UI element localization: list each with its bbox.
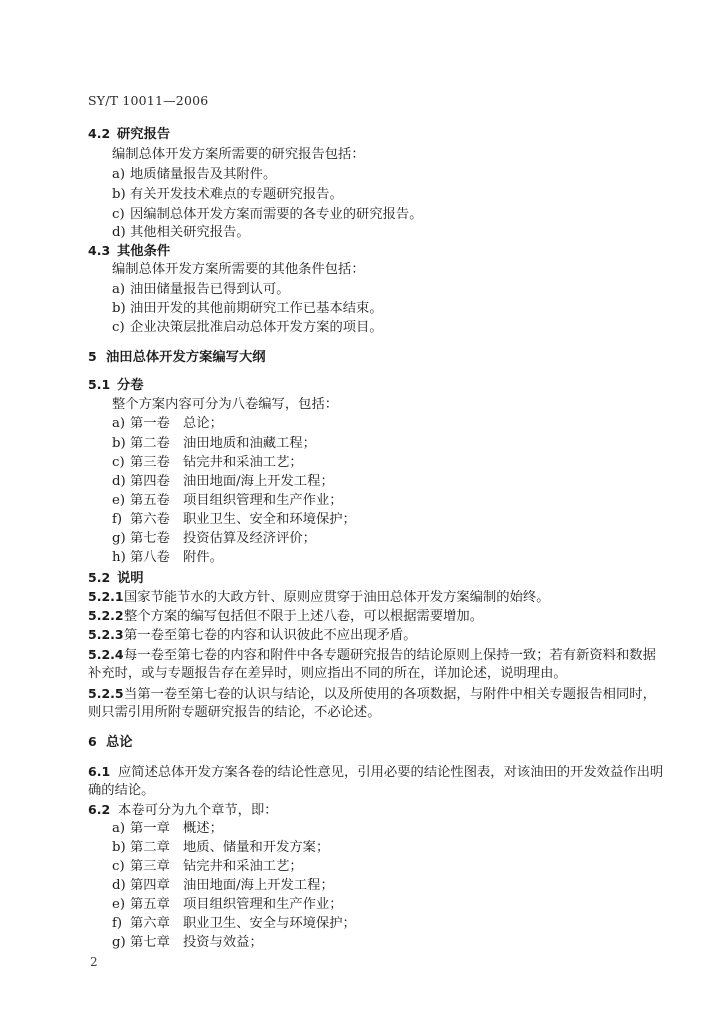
chapter-name: 第五章 [130,897,170,912]
list-item [112,166,276,184]
list-label: a) [112,167,126,182]
volume-name: 第三卷 [130,455,170,470]
chapter-name: 第二章 [130,840,170,855]
volume-text: 项目组织管理和生产作业； [183,493,343,508]
section-4-3-intro: 编制总体开发方案所需要的其他条件包括： [112,262,365,277]
list-label: c) [112,207,125,222]
chapter-item [112,877,334,895]
chapter-number: 5 [88,349,97,364]
section-title: 说明 [117,571,144,586]
list-text: 因编制总体开发方案而需要的各专业的研究报告。 [130,207,423,222]
list-item [112,206,423,224]
list-label: b) [112,301,126,316]
document-code: SY/T 10011—2006 [88,93,209,108]
chapter-text: 油田地面/海上开发工程； [183,878,334,893]
list-label: g) [112,935,126,950]
list-text: 其他相关研究报告。 [130,225,250,240]
list-label: d) [112,474,126,489]
clause-5-2-5 [88,685,656,703]
clause-text: 第一卷至第七卷的内容和认识彼此不应出现矛盾。 [124,628,417,643]
list-text: 有关开发技术难点的专题研究报告。 [130,187,343,202]
clause-number: 5.2.3 [88,627,124,642]
clause-text: 每一卷至第七卷的内容和附件中各专题研究报告的结论原则上保持一致；若有新资料和数据 [124,648,656,663]
volume-name: 第七卷 [130,531,170,546]
section-4-2-intro: 编制总体开发方案所需要的研究报告包括： [112,147,365,162]
clause-5-2-5-continuation: 则只需引用所附专题研究报告的结论，不必论述。 [88,705,381,720]
clause-5-2-2 [88,607,483,625]
volume-text: 油田地面/海上开发工程； [183,474,334,489]
list-label: e) [112,897,126,912]
volume-name: 第八卷 [130,550,170,565]
volume-text: 总论； [183,416,223,431]
volume-name: 第六卷 [130,512,170,527]
clause-text: 当第一卷至第七卷的认识与结论，以及所使用的各项数据，与附件中相关专题报告相同时， [124,687,656,702]
chapter-item [112,839,329,857]
volume-item [112,530,316,548]
list-label: h) [112,550,126,565]
chapter-name: 第六章 [130,916,170,931]
chapter-text: 职业卫生、安全与环境保护； [183,916,356,931]
list-label: g) [112,531,126,546]
volume-text: 附件。 [183,550,223,565]
list-item [112,281,290,299]
volume-item [112,454,303,472]
list-label: f) [112,916,123,931]
list-item [112,186,343,204]
section-5-2-heading [88,569,144,587]
volume-text: 钻完井和采油工艺； [183,455,303,470]
list-label: b) [112,187,126,202]
clause-text: 本卷可分为九个章节，即： [118,803,278,818]
section-5-1-heading [88,376,144,394]
chapter-name: 第三章 [130,859,170,874]
clause-number: 6.2 [88,802,111,817]
chapter-item [112,915,356,933]
chapter-name: 第一章 [130,821,170,836]
list-text: 地质储量报告及其附件。 [130,167,277,182]
list-label: f) [112,512,123,527]
volume-text: 投资估算及经济评价； [183,531,316,546]
volume-item [112,511,356,529]
list-label: b) [112,840,126,855]
clause-number: 5.2.4 [88,647,124,662]
volume-name: 第四卷 [130,474,170,489]
volume-text: 职业卫生、安全和环境保护； [183,512,356,527]
list-item [112,224,250,242]
clause-text: 应简述总体开发方案各卷的结论性意见，引用必要的结论性图表，对该油田的开发效益作出明 [118,765,664,780]
chapter-title: 总论 [106,735,133,750]
clause-number: 5.2.2 [88,608,124,623]
chapter-item [112,820,223,838]
chapter-6-heading [88,733,133,751]
section-number: 5.2 [88,570,111,585]
volume-name: 第一卷 [130,416,170,431]
chapter-title: 油田总体开发方案编写大纲 [106,350,266,365]
section-4-3-heading [88,242,170,260]
list-label: d) [112,878,126,893]
list-label: d) [112,225,126,240]
clause-text: 整个方案的编写包括但不限于上述八卷，可以根据需要增加。 [124,609,484,624]
chapter-name: 第四章 [130,878,170,893]
volume-text: 油田地质和油藏工程； [183,436,316,451]
list-text: 企业决策层批准启动总体开发方案的项目。 [130,320,383,335]
chapter-5-heading [88,348,266,366]
section-number: 4.2 [88,126,111,141]
list-label: a) [112,282,126,297]
section-title: 其他条件 [117,244,171,259]
chapter-item [112,858,303,876]
list-text: 油田开发的其他前期研究工作已基本结束。 [130,301,383,316]
volume-item [112,473,334,491]
clause-5-2-1 [88,588,550,606]
list-item [112,300,383,318]
clause-text: 国家节能节水的大政方针、原则应贯穿于油田总体开发方案编制的始终。 [124,590,550,605]
section-title: 分卷 [117,378,144,393]
clause-5-2-4-continuation: 补充时，或与专题报告存在差异时，则应指出不同的所在，详加论述，说明理由。 [88,666,567,681]
clause-6-2 [88,801,278,819]
page-number: 2 [90,955,98,969]
chapter-item [112,896,343,914]
list-label: c) [112,455,125,470]
clause-number: 5.2.1 [88,589,124,604]
clause-number: 5.2.5 [88,686,124,701]
clause-number: 6.1 [88,764,111,779]
chapter-text: 投资与效益； [183,935,263,950]
volume-item [112,415,223,433]
clause-6-1-continuation: 确的结论。 [88,783,155,798]
chapter-number: 6 [88,734,97,749]
volume-item [112,492,343,510]
section-4-2-heading [88,125,170,143]
chapter-text: 项目组织管理和生产作业； [183,897,343,912]
chapter-text: 概述； [183,821,223,836]
section-5-1-intro: 整个方案内容可分为八卷编写，包括： [112,397,339,412]
list-label: c) [112,320,125,335]
volume-name: 第五卷 [130,493,170,508]
list-text: 油田储量报告已得到认可。 [130,282,290,297]
list-label: b) [112,436,126,451]
chapter-text: 地质、储量和开发方案； [183,840,330,855]
volume-item [112,549,223,567]
clause-5-2-4 [88,646,656,664]
clause-5-2-3 [88,626,417,644]
volume-name: 第二卷 [130,436,170,451]
clause-6-1 [88,763,663,781]
list-label: a) [112,416,126,431]
list-label: e) [112,493,126,508]
section-number: 4.3 [88,243,111,258]
chapter-name: 第七章 [130,935,170,950]
section-number: 5.1 [88,377,111,392]
volume-item [112,435,316,453]
list-label: c) [112,859,125,874]
chapter-item [112,934,263,952]
list-item [112,319,383,337]
list-label: a) [112,821,126,836]
section-title: 研究报告 [117,127,171,142]
chapter-text: 钻完井和采油工艺； [183,859,303,874]
